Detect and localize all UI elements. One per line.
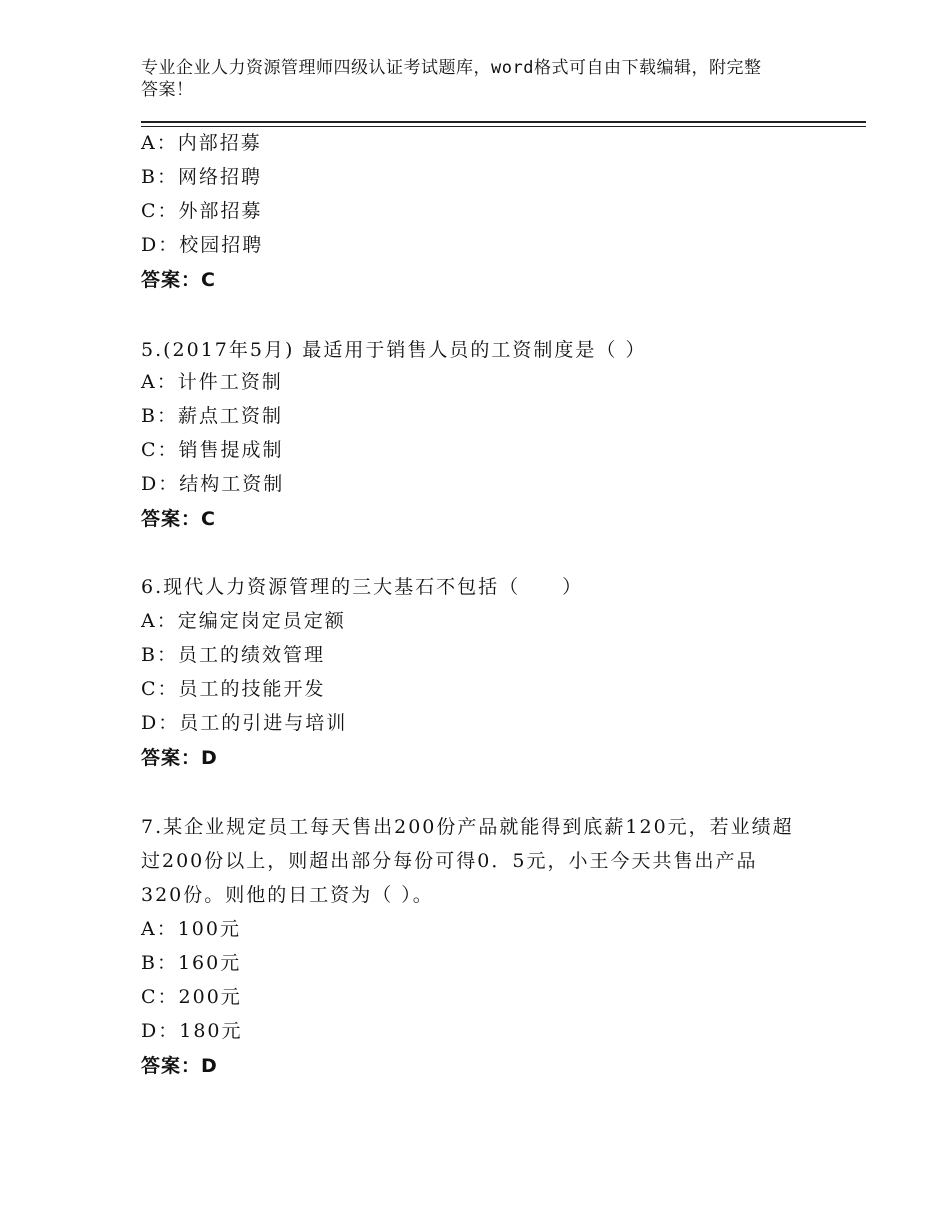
q6-answer: 答案：D [141, 747, 218, 769]
q7-stem-line-2: 过200份以上，则超出部分每份可得0．5元，小王今天共售出产品 [141, 850, 758, 872]
document-header [141, 57, 821, 101]
q5-option-b: B：薪点工资制 [141, 405, 283, 427]
header-divider-thin [141, 126, 866, 127]
header-divider-thick [141, 121, 866, 123]
header-line-1: 专业企业人力资源管理师四级认证考试题库，word格式可自由下载编辑，附完整 [141, 58, 762, 78]
q6-option-a: A：定编定岗定员定额 [141, 610, 346, 632]
q4-option-d: D：校园招聘 [141, 234, 264, 256]
q7-option-c: C：200元 [141, 986, 242, 1008]
q6-option-b: B：员工的绩效管理 [141, 644, 325, 666]
q4-option-b: B：网络招聘 [141, 166, 262, 188]
q7-stem-line-1: 7.某企业规定员工每天售出200份产品就能得到底薪120元，若业绩超 [141, 816, 794, 838]
header-line-2: 答案！ [141, 80, 194, 100]
q7-option-d: D：180元 [141, 1020, 243, 1042]
q5-stem: 5.(2017年5月) 最适用于销售人员的工资制度是（ ） [141, 339, 647, 361]
q4-option-c: C：外部招募 [141, 200, 263, 222]
q7-answer: 答案：D [141, 1055, 218, 1077]
q5-option-a: A：计件工资制 [141, 371, 283, 393]
q6-option-c: C：员工的技能开发 [141, 678, 326, 700]
q5-option-d: D：结构工资制 [141, 473, 285, 495]
q5-option-c: C：销售提成制 [141, 439, 284, 461]
q5-answer: 答案：C [141, 508, 216, 530]
q6-option-d: D：员工的引进与培训 [141, 712, 348, 734]
q6-stem: 6.现代人力资源管理的三大基石不包括（ ） [141, 576, 584, 598]
q7-stem-line-3: 320份。则他的日工资为（ ）。 [141, 884, 434, 906]
q7-option-b: B：160元 [141, 952, 242, 974]
q7-option-a: A：100元 [141, 918, 241, 940]
q4-answer: 答案：C [141, 269, 216, 291]
q4-option-a: A：内部招募 [141, 132, 262, 154]
